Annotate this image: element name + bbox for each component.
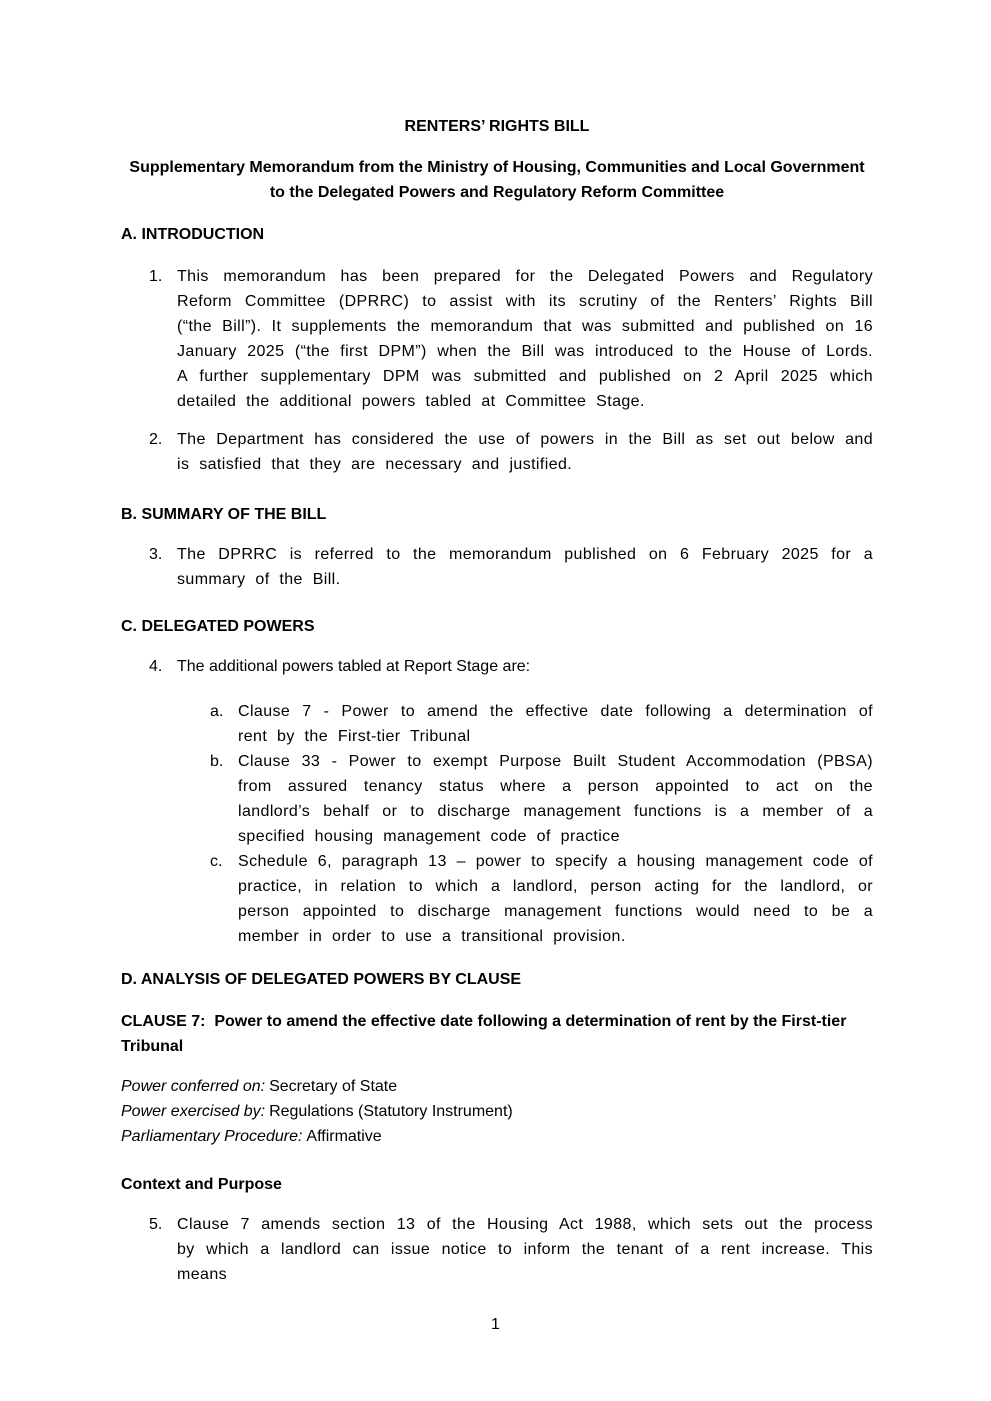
item-b-letter: b. [210, 753, 224, 770]
page-number: 1 [491, 1316, 500, 1333]
numbered-item-5 [149, 1212, 873, 1287]
item-1-text: This memorandum has been prepared for the Delegated Powers and Regulatory Reform Committee (DPRRC) to assist with its scrutiny of the Renters’ Rights Bill (“the Bill”). It supplements the memorandum that was submitted and published on 16 January 2025 (“the first DPM”) when the Bill was introduced to the House of Lords. A further supplementary DPM was submitted and published on 2 April 2025 which detailed the additional powers tabled at Committee Stage. [177, 268, 873, 410]
document-title: RENTERS’ RIGHTS BILL [404, 118, 590, 135]
item-c-letter: c. [210, 853, 223, 870]
parliamentary-procedure-line [121, 1124, 873, 1149]
power-exercised-value: Regulations (Statutory Instrument) [269, 1103, 513, 1120]
power-exercised-line [121, 1099, 873, 1124]
document-subtitle: Supplementary Memorandum from the Ministry of Housing, Communities and Local Government to the Delegated Powers and Regulatory Reform Committee [129, 159, 865, 201]
power-conferred-value: Secretary of State [269, 1078, 398, 1095]
power-conferred-line [121, 1074, 873, 1099]
numbered-item-1 [149, 264, 873, 414]
numbered-item-4 [149, 654, 873, 679]
item-b-text: Clause 33 - Power to exempt Purpose Built Student Accommodation (PBSA) from assured tenancy status where a person appointed to act on the landlord’s behalf or to discharge management functions is a member of a specified housing management code of practice [238, 753, 873, 845]
section-a-heading: A. INTRODUCTION [121, 226, 265, 243]
item-4-text: The additional powers tabled at Report Stage are: [177, 658, 531, 675]
clause-7-heading: CLAUSE 7: Power to amend the effective date following a determination of rent by the First-tier Tribunal [121, 1013, 851, 1055]
power-details [121, 1074, 873, 1149]
context-and-purpose-heading: Context and Purpose [121, 1176, 282, 1193]
item-c-text: Schedule 6, paragraph 13 – power to specify a housing management code of practice, in relation to which a landlord, person acting for the landlord, or person appointed to discharge management functions would need to be a member in order to use a transitional provision. [238, 853, 873, 945]
lettered-item-a [210, 699, 873, 749]
power-conferred-label: Power conferred on: [121, 1078, 266, 1095]
item-2-text: The Department has considered the use of powers in the Bill as set out below and is satisfied that they are necessary and justified. [177, 431, 873, 473]
parliamentary-procedure-label: Parliamentary Procedure: [121, 1128, 303, 1145]
numbered-item-2 [149, 427, 873, 477]
item-a-letter: a. [210, 703, 224, 720]
section-c-heading: C. DELEGATED POWERS [121, 618, 315, 635]
item-5-text: Clause 7 amends section 13 of the Housing Act 1988, which sets out the process by which a landlord can issue notice to inform the tenant of a rent increase. This means [177, 1216, 873, 1283]
lettered-sublist [210, 699, 873, 949]
numbered-item-3 [149, 542, 873, 592]
parliamentary-procedure-value: Affirmative [306, 1128, 382, 1145]
section-d-heading: D. ANALYSIS OF DELEGATED POWERS BY CLAUSE [121, 971, 522, 988]
lettered-item-b [210, 749, 873, 849]
item-3-number: 3. [149, 546, 163, 563]
item-5-number: 5. [149, 1216, 163, 1233]
item-1-number: 1. [149, 268, 163, 285]
item-2-number: 2. [149, 431, 163, 448]
power-exercised-label: Power exercised by: [121, 1103, 266, 1120]
item-4-number: 4. [149, 658, 163, 675]
lettered-item-c [210, 849, 873, 949]
item-a-text: Clause 7 - Power to amend the effective date following a determination of rent by the First-tier Tribunal [238, 703, 873, 745]
item-3-text: The DPRRC is referred to the memorandum published on 6 February 2025 for a summary of the Bill. [177, 546, 873, 588]
section-b-heading: B. SUMMARY OF THE BILL [121, 506, 327, 523]
